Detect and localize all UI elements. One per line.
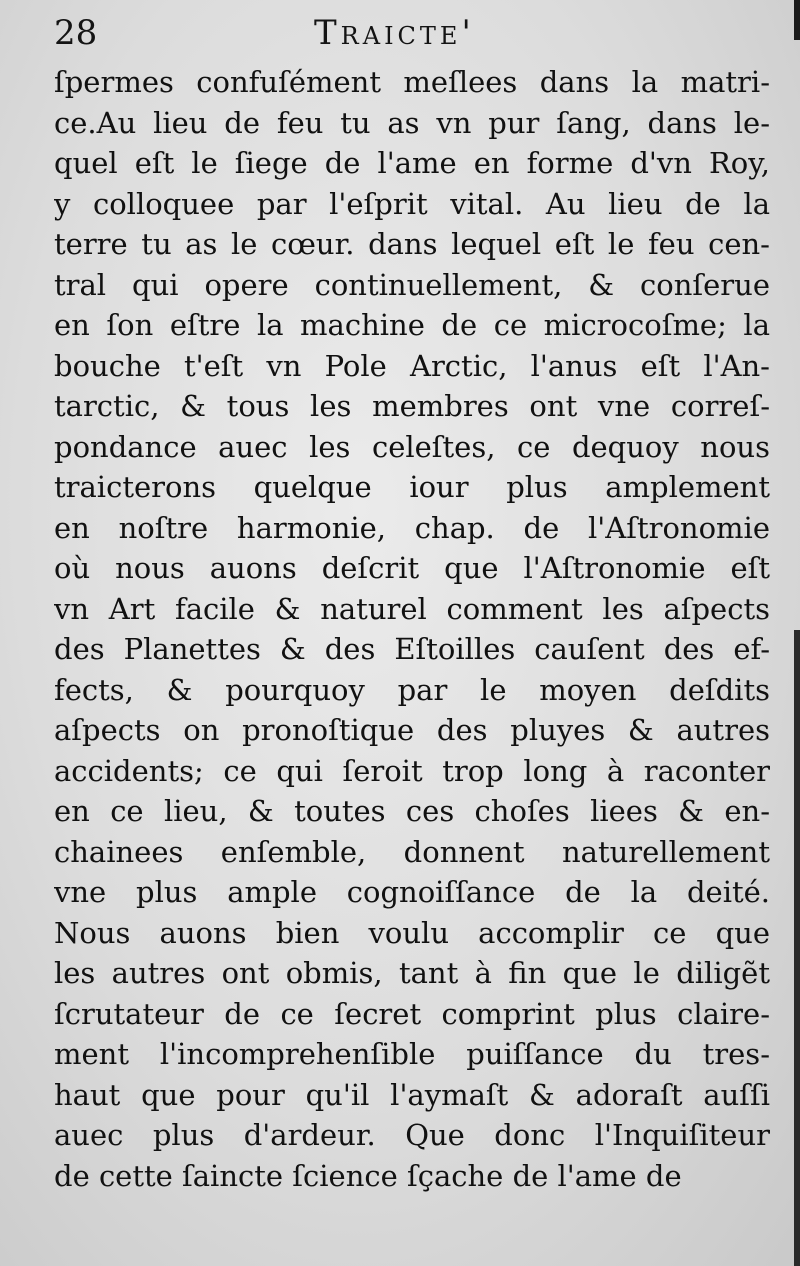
text-line: haut que pour qu'il l'aymaſt & adoraſt auſſi [54, 1077, 770, 1112]
running-head: Traicte' [314, 13, 475, 53]
text-line: traicterons quelque iour plus amplement [54, 470, 770, 504]
text-line: en ce lieu, & toutes ces choſes liees & en- [54, 794, 770, 828]
text-line: Nous auons bien voulu accomplir ce que [54, 915, 770, 950]
text-line: vne plus ample cognoiſſance de la deité. [54, 875, 770, 909]
page-edge-shadow-lower [794, 630, 800, 1266]
text-line: vn Art facile & naturel comment les aſpects [54, 591, 770, 626]
text-line: ſcrutateur de ce ſecret comprint plus claire- [54, 996, 770, 1031]
text-line: terre tu as le cœur. dans lequel eſt le feu cen- [54, 227, 770, 261]
text-line: en ſon eſtre la machine de ce microcoſme; la [54, 308, 770, 342]
text-line: ce.Au lieu de feu tu as vn pur ſang, dans le- [54, 105, 770, 140]
text-line: accidents; ce qui ſeroit trop long à raconter [54, 753, 770, 788]
text-line: aſpects on pronoſtique des pluyes & autres [54, 713, 770, 747]
text-line: pondance auec les celeſtes, ce dequoy nous [54, 429, 770, 464]
text-line: ment l'incomprehenſible puiſſance du tres- [54, 1037, 770, 1071]
text-line: les autres ont obmis, tant à fin que le diligẽt [54, 956, 770, 990]
text-line: y colloquee par l'eſprit vital. Au lieu de la [54, 186, 770, 221]
page-number: 28 [54, 13, 98, 53]
text-line: auec plus d'ardeur. Que donc l'Inquiſiteur [54, 1118, 770, 1152]
text-line: où nous auons deſcrit que l'Aſtronomie eſt [54, 551, 770, 585]
text-line: de cette ſaincte ſcience ſçache de l'ame de [54, 1158, 682, 1193]
text-line: quel eſt le ſiege de l'ame en forme d'vn Roy, [54, 146, 770, 180]
text-line: tarctic, & tous les membres ont vne correſ- [54, 389, 770, 423]
text-line: des Planettes & des Eſtoilles cauſent des ef- [54, 632, 770, 666]
text-line: fects, & pourquoy par le moyen deſdits [54, 672, 770, 707]
text-line: ſpermes confuſément meſlees dans la matri- [54, 65, 770, 99]
body-text [54, 62, 770, 1196]
text-line: chainees enſemble, donnent naturellement [54, 834, 770, 869]
page-header [54, 12, 774, 54]
text-line: en noſtre harmonie, chap. de l'Aſtronomie [54, 510, 770, 545]
text-line: tral qui opere continuellement, & conſerue [54, 267, 770, 302]
text-line: bouche t'eſt vn Pole Arctic, l'anus eſt l'An- [54, 348, 770, 383]
page-edge-shadow-top [794, 0, 800, 40]
